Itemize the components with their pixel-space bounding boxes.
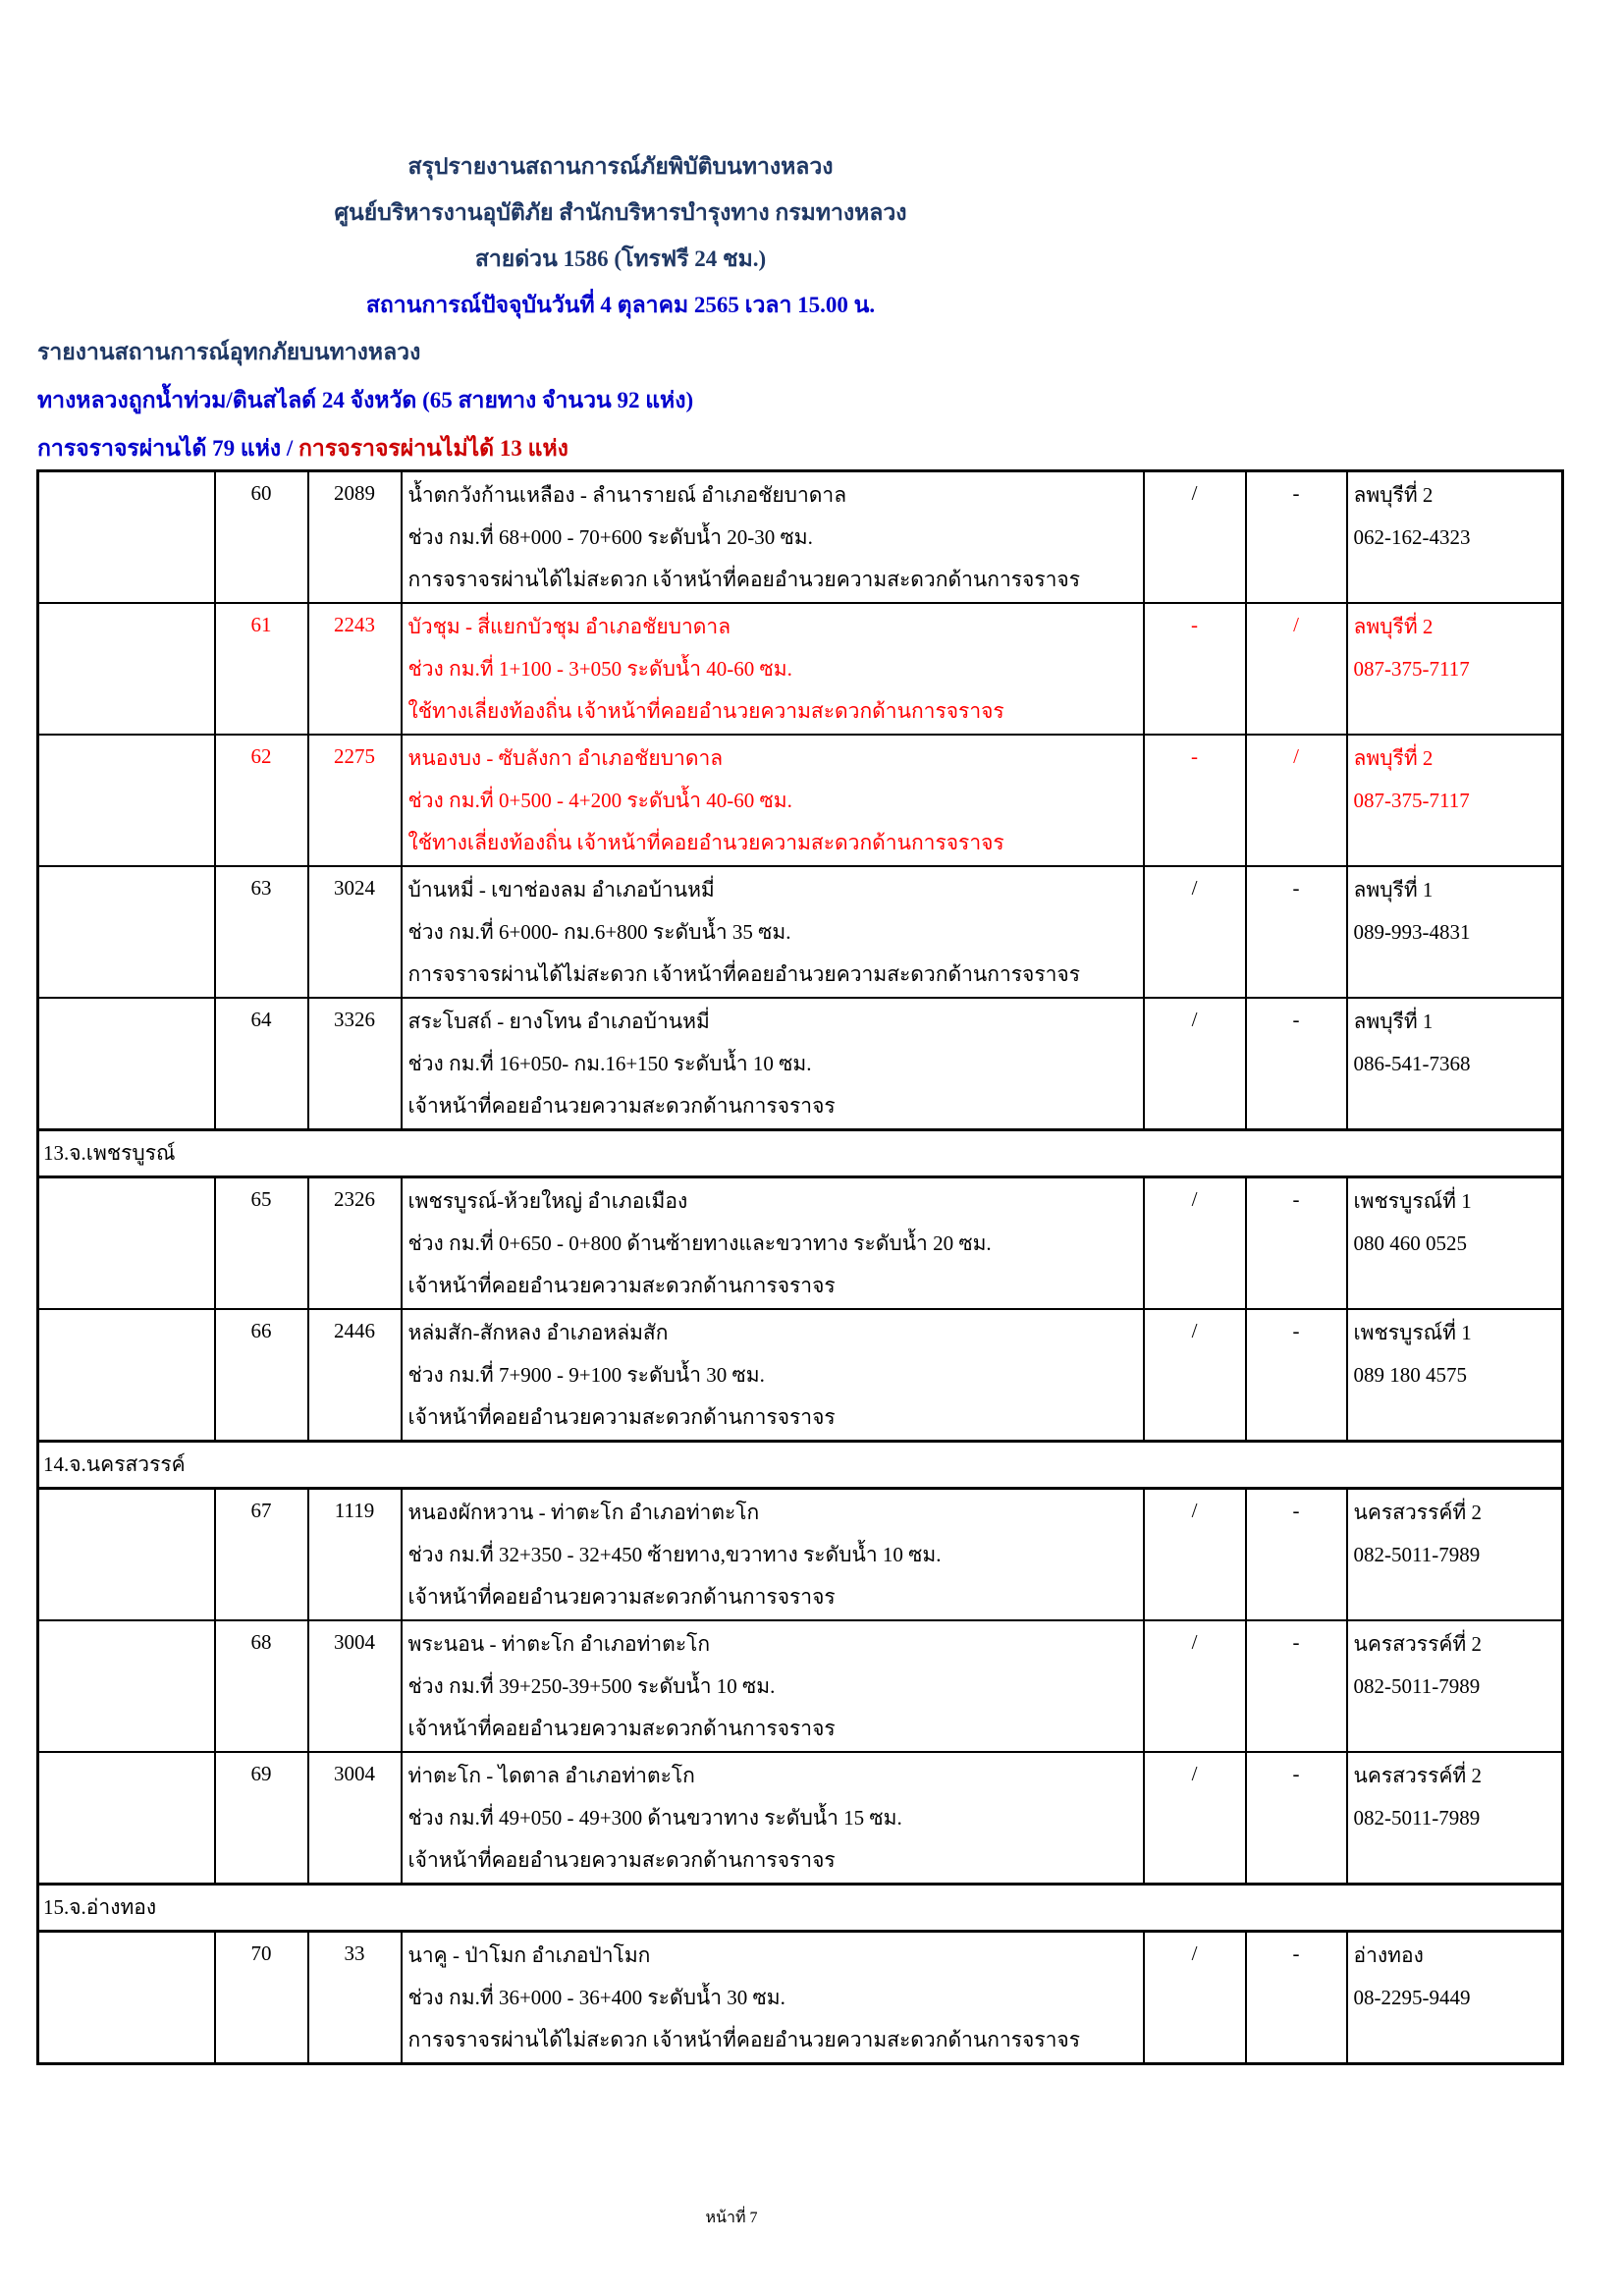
maintenance-office — [1347, 735, 1563, 866]
province-label: 15.จ.อ่างทอง — [38, 1885, 1563, 1932]
description-line: สระโบสถ์ - ยางโทน อำเภอบ้านหมี่ — [407, 1010, 710, 1033]
intro-report-title: รายงานสถานการณ์อุทกภัยบนทางหลวง — [37, 340, 421, 364]
description-line: เจ้าหน้าที่คอยอำนวยความสะดวกด้านการจราจร — [407, 1405, 836, 1429]
route-number: 3326 — [308, 998, 402, 1130]
row-empty-cell — [38, 998, 215, 1130]
description-line: การจราจรผ่านได้ไม่สะดวก เจ้าหน้าที่คอยอำนวยความสะดวกด้านการจราจร — [407, 568, 1080, 591]
description-line: ช่วง กม.ที่ 49+050 - 49+300 ด้านขวาทาง ระดับน้ำ 15 ซม. — [407, 1806, 902, 1830]
maintenance-office — [1347, 471, 1563, 604]
intro-section — [37, 328, 693, 472]
province-row — [38, 1130, 1563, 1177]
page-number: หน้าที่ 7 — [705, 2210, 758, 2226]
description-line: ช่วง กม.ที่ 39+250-39+500 ระดับน้ำ 10 ซม. — [407, 1674, 776, 1698]
route-description — [402, 1620, 1144, 1752]
impassable-mark: - — [1246, 1932, 1347, 2064]
impassable-mark: - — [1246, 1309, 1347, 1442]
office-name: ลพบุรีที่ 2 — [1353, 483, 1434, 507]
route-description — [402, 1309, 1144, 1442]
row-empty-cell — [38, 866, 215, 998]
route-description — [402, 1932, 1144, 2064]
office-name: ลพบุรีที่ 2 — [1353, 746, 1434, 770]
table-row — [38, 866, 1563, 998]
passable-mark: / — [1144, 866, 1246, 998]
passable-mark: - — [1144, 735, 1246, 866]
description-line: ท่าตะโก - ไดตาล อำเภอท่าตะโก — [407, 1764, 695, 1787]
description-line: การจราจรผ่านได้ไม่สะดวก เจ้าหน้าที่คอยอำนวยความสะดวกด้านการจราจร — [407, 962, 1080, 986]
table-row — [38, 1932, 1563, 2064]
office-name: นครสวรรค์ที่ 2 — [1353, 1764, 1482, 1787]
route-number: 2243 — [308, 603, 402, 735]
row-number: 61 — [215, 603, 308, 735]
table-row — [38, 1752, 1563, 1885]
report-header — [0, 143, 1241, 328]
table-row — [38, 603, 1563, 735]
row-empty-cell — [38, 471, 215, 604]
route-number: 33 — [308, 1932, 402, 2064]
impassable-mark: - — [1246, 1620, 1347, 1752]
route-description — [402, 735, 1144, 866]
row-number: 67 — [215, 1489, 308, 1621]
maintenance-office — [1347, 1752, 1563, 1885]
table-row — [38, 1309, 1563, 1442]
maintenance-office — [1347, 1620, 1563, 1752]
row-empty-cell — [38, 603, 215, 735]
description-line: เพชรบูรณ์-ห้วยใหญ่ อำเภอเมือง — [407, 1189, 688, 1213]
office-phone: 087-375-7117 — [1353, 657, 1470, 681]
traffic-impassable-text: การจราจรผ่านไม่ได้ 13 แห่ง — [298, 436, 568, 461]
impassable-mark: - — [1246, 866, 1347, 998]
flood-report-table — [36, 469, 1564, 2065]
office-phone: 062-162-4323 — [1353, 525, 1471, 549]
description-line: พระนอน - ท่าตะโก อำเภอท่าตะโก — [407, 1632, 711, 1656]
description-line: บ้านหมี่ - เขาช่องลม อำเภอบ้านหมี่ — [407, 878, 715, 902]
route-number: 3004 — [308, 1620, 402, 1752]
passable-mark: / — [1144, 1752, 1246, 1885]
passable-mark: - — [1144, 603, 1246, 735]
route-description — [402, 998, 1144, 1130]
header-status-date-line: สถานการณ์ปัจจุบันวันที่ 4 ตุลาคม 2565 เวลา 15.00 น. — [365, 293, 876, 317]
description-line: ช่วง กม.ที่ 0+650 - 0+800 ด้านซ้ายทางและขวาทาง ระดับน้ำ 20 ซม. — [407, 1231, 992, 1255]
office-phone: 082-5011-7989 — [1353, 1806, 1481, 1830]
flood-report-table-body — [38, 471, 1563, 2064]
description-line: เจ้าหน้าที่คอยอำนวยความสะดวกด้านการจราจร — [407, 1585, 836, 1609]
impassable-mark: - — [1246, 1752, 1347, 1885]
office-phone: 08-2295-9449 — [1353, 1986, 1471, 2009]
table-row — [38, 1489, 1563, 1621]
passable-mark: / — [1144, 471, 1246, 604]
office-name: นครสวรรค์ที่ 2 — [1353, 1501, 1482, 1524]
maintenance-office — [1347, 1177, 1563, 1310]
route-number: 2326 — [308, 1177, 402, 1310]
description-line: ใช้ทางเลี่ยงท้องถิ่น เจ้าหน้าที่คอยอำนวยความสะดวกด้านการจราจร — [407, 831, 1004, 854]
route-number: 1119 — [308, 1489, 402, 1621]
route-description — [402, 1177, 1144, 1310]
table-row — [38, 471, 1563, 604]
header-title-line1: สรุปรายงานสถานการณ์ภัยพิบัติบนทางหลวง — [407, 154, 834, 179]
description-line: เจ้าหน้าที่คอยอำนวยความสะดวกด้านการจราจร — [407, 1094, 836, 1118]
intro-traffic-summary — [37, 424, 693, 472]
row-empty-cell — [38, 1932, 215, 2064]
impassable-mark: - — [1246, 1177, 1347, 1310]
impassable-mark: - — [1246, 998, 1347, 1130]
route-description — [402, 1489, 1144, 1621]
description-line: บัวชุม - สี่แยกบัวชุม อำเภอชัยบาดาล — [407, 615, 731, 638]
row-empty-cell — [38, 735, 215, 866]
row-number: 63 — [215, 866, 308, 998]
row-number: 65 — [215, 1177, 308, 1310]
row-number: 64 — [215, 998, 308, 1130]
office-phone: 080 460 0525 — [1353, 1231, 1467, 1255]
office-phone: 082-5011-7989 — [1353, 1543, 1481, 1566]
row-number: 62 — [215, 735, 308, 866]
route-description — [402, 1752, 1144, 1885]
description-line: การจราจรผ่านได้ไม่สะดวก เจ้าหน้าที่คอยอำนวยความสะดวกด้านการจราจร — [407, 2028, 1080, 2051]
passable-mark: / — [1144, 1489, 1246, 1621]
row-number: 60 — [215, 471, 308, 604]
impassable-mark: - — [1246, 1489, 1347, 1621]
maintenance-office — [1347, 1932, 1563, 2064]
description-line: เจ้าหน้าที่คอยอำนวยความสะดวกด้านการจราจร — [407, 1848, 836, 1872]
row-empty-cell — [38, 1309, 215, 1442]
office-name: ลพบุรีที่ 1 — [1353, 1010, 1434, 1033]
impassable-mark: / — [1246, 735, 1347, 866]
description-line: หนองบง - ซับลังกา อำเภอชัยบาดาล — [407, 746, 724, 770]
impassable-mark: / — [1246, 603, 1347, 735]
table-row — [38, 998, 1563, 1130]
description-line: ใช้ทางเลี่ยงท้องถิ่น เจ้าหน้าที่คอยอำนวยความสะดวกด้านการจราจร — [407, 699, 1004, 723]
office-phone: 087-375-7117 — [1353, 789, 1470, 812]
passable-mark: / — [1144, 1620, 1246, 1752]
description-line: ช่วง กม.ที่ 6+000- กม.6+800 ระดับน้ำ 35 ซม. — [407, 920, 791, 944]
route-description — [402, 471, 1144, 604]
row-number: 70 — [215, 1932, 308, 2064]
table-row — [38, 1177, 1563, 1310]
office-phone: 089-993-4831 — [1353, 920, 1471, 944]
description-line: ช่วง กม.ที่ 16+050- กม.16+150 ระดับน้ำ 10 ซม. — [407, 1052, 812, 1075]
maintenance-office — [1347, 1309, 1563, 1442]
description-line: ช่วง กม.ที่ 68+000 - 70+600 ระดับน้ำ 20-30 ซม. — [407, 525, 813, 549]
route-description — [402, 866, 1144, 998]
office-name: เพชรบูรณ์ที่ 1 — [1353, 1321, 1472, 1344]
province-label: 13.จ.เพชรบูรณ์ — [38, 1130, 1563, 1177]
route-number: 3024 — [308, 866, 402, 998]
header-title-line2: ศูนย์บริหารงานอุบัติภัย สำนักบริหารบำรุงทาง กรมทางหลวง — [334, 200, 907, 225]
maintenance-office — [1347, 603, 1563, 735]
province-row — [38, 1885, 1563, 1932]
row-empty-cell — [38, 1489, 215, 1621]
row-empty-cell — [38, 1177, 215, 1310]
description-line: เจ้าหน้าที่คอยอำนวยความสะดวกด้านการจราจร — [407, 1274, 836, 1297]
office-phone: 089 180 4575 — [1353, 1363, 1467, 1387]
description-line: หนองผักหวาน - ท่าตะโก อำเภอท่าตะโก — [407, 1501, 760, 1524]
office-name: ลพบุรีที่ 1 — [1353, 878, 1434, 902]
office-name: นครสวรรค์ที่ 2 — [1353, 1632, 1482, 1656]
route-description — [402, 603, 1144, 735]
office-name: อ่างทอง — [1353, 1943, 1424, 1967]
description-line: น้ำตกวังก้านเหลือง - ลำนารายณ์ อำเภอชัยบาดาล — [407, 483, 847, 507]
passable-mark: / — [1144, 1932, 1246, 2064]
route-number: 2275 — [308, 735, 402, 866]
passable-mark: / — [1144, 998, 1246, 1130]
description-line: ช่วง กม.ที่ 7+900 - 9+100 ระดับน้ำ 30 ซม. — [407, 1363, 765, 1387]
maintenance-office — [1347, 998, 1563, 1130]
row-number: 68 — [215, 1620, 308, 1752]
row-number: 66 — [215, 1309, 308, 1442]
province-row — [38, 1442, 1563, 1489]
row-empty-cell — [38, 1752, 215, 1885]
traffic-passable-text: การจราจรผ่านได้ 79 แห่ง / — [37, 436, 298, 461]
description-line: ช่วง กม.ที่ 32+350 - 32+450 ซ้ายทาง,ขวาทาง ระดับน้ำ 10 ซม. — [407, 1543, 942, 1566]
description-line: ช่วง กม.ที่ 0+500 - 4+200 ระดับน้ำ 40-60 ซม. — [407, 789, 792, 812]
impassable-mark: - — [1246, 471, 1347, 604]
intro-flood-summary: ทางหลวงถูกน้ำท่วม/ดินสไลด์ 24 จังหวัด (65 สายทาง จำนวน 92 แห่ง) — [37, 388, 694, 412]
office-name: ลพบุรีที่ 2 — [1353, 615, 1434, 638]
office-phone: 086-541-7368 — [1353, 1052, 1471, 1075]
passable-mark: / — [1144, 1309, 1246, 1442]
route-number: 2446 — [308, 1309, 402, 1442]
route-number: 3004 — [308, 1752, 402, 1885]
page-footer — [0, 2206, 1463, 2230]
description-line: นาคู - ป่าโมก อำเภอป่าโมก — [407, 1943, 651, 1967]
description-line: ช่วง กม.ที่ 1+100 - 3+050 ระดับน้ำ 40-60 ซม. — [407, 657, 792, 681]
table-row — [38, 735, 1563, 866]
row-number: 69 — [215, 1752, 308, 1885]
passable-mark: / — [1144, 1177, 1246, 1310]
province-label: 14.จ.นครสวรรค์ — [38, 1442, 1563, 1489]
maintenance-office — [1347, 866, 1563, 998]
header-hotline-line: สายด่วน 1586 (โทรฟรี 24 ชม.) — [474, 246, 767, 271]
maintenance-office — [1347, 1489, 1563, 1621]
description-line: หล่มสัก-สักหลง อำเภอหล่มสัก — [407, 1321, 669, 1344]
office-phone: 082-5011-7989 — [1353, 1674, 1481, 1698]
description-line: เจ้าหน้าที่คอยอำนวยความสะดวกด้านการจราจร — [407, 1717, 836, 1740]
route-number: 2089 — [308, 471, 402, 604]
description-line: ช่วง กม.ที่ 36+000 - 36+400 ระดับน้ำ 30 ซม. — [407, 1986, 785, 2009]
row-empty-cell — [38, 1620, 215, 1752]
office-name: เพชรบูรณ์ที่ 1 — [1353, 1189, 1472, 1213]
table-row — [38, 1620, 1563, 1752]
